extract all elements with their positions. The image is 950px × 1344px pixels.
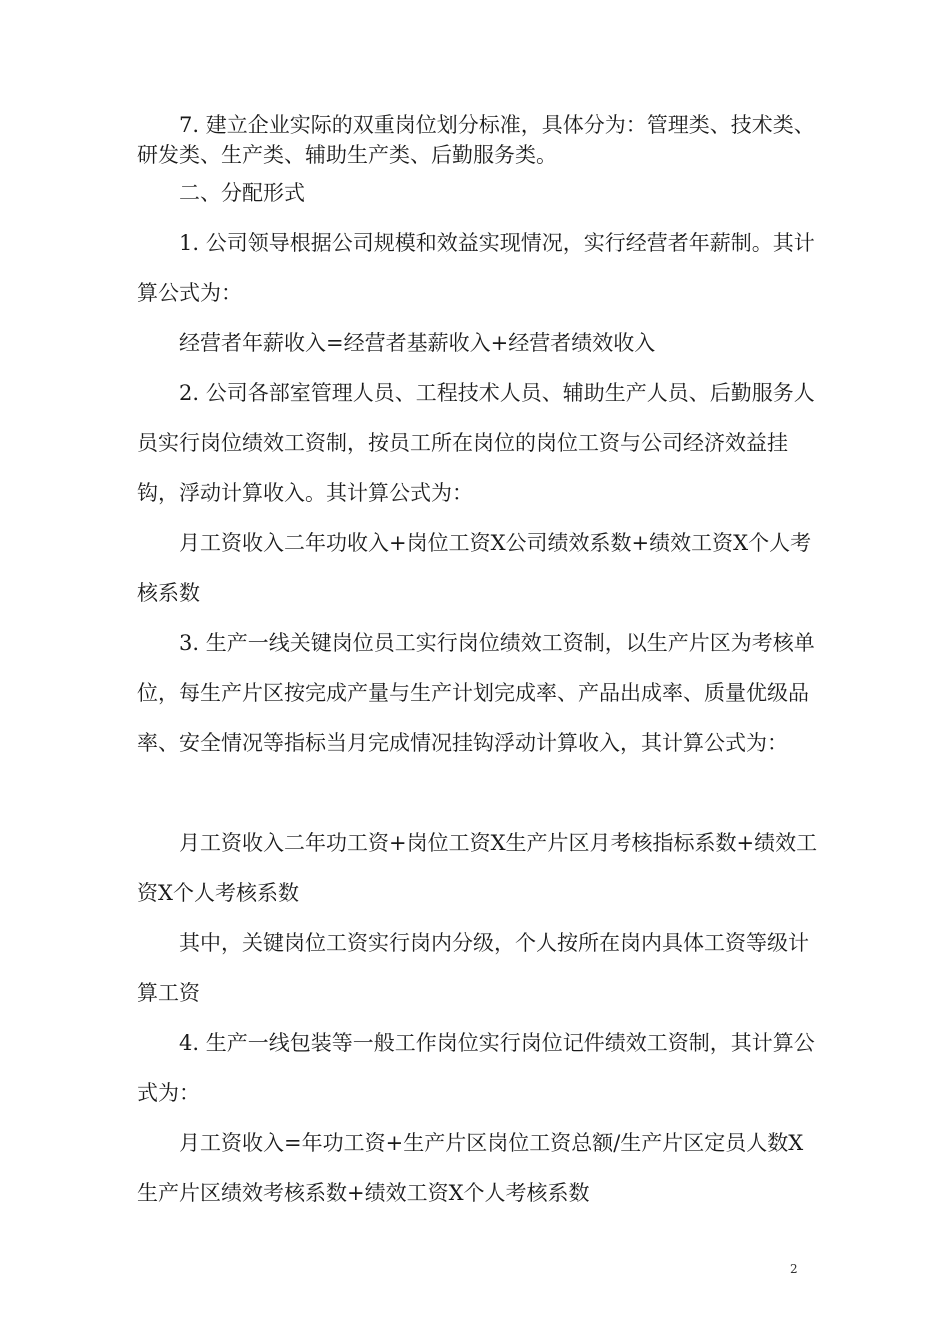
page-number: 2 <box>790 1262 798 1276</box>
formula-staff-salary: 月工资收入二年功收入+岗位工资X公司绩效系数+绩效工资X个人考核系数 <box>137 531 812 605</box>
section-heading: 二、分配形式 <box>179 181 305 205</box>
paragraph-item-1: 1. 公司领导根据公司规模和效益实现情况，实行经营者年薪制。其计算公式为： <box>137 231 815 305</box>
formula-executive-salary: 经营者年薪收入=经营者基薪收入+经营者绩效收入 <box>179 331 656 355</box>
formula-key-post-salary: 月工资收入二年功工资+岗位工资X生产片区月考核指标系数+绩效工资X个人考核系数 <box>137 831 818 905</box>
formula-piecework-salary: 月工资收入=年功工资+生产片区岗位工资总额/生产片区定员人数X生产片区绩效考核系数+绩效工资X个人考核系数 <box>137 1131 804 1205</box>
paragraph-item-2: 2. 公司各部室管理人员、工程技术人员、辅助生产人员、后勤服务人员实行岗位绩效工资制，按员工所在岗位的岗位工资与公司经济效益挂钩，浮动计算收入。其计算公式为： <box>137 381 815 505</box>
paragraph-item-3: 3. 生产一线关键岗位员工实行岗位绩效工资制，以生产片区为考核单位，每生产片区按完成产量与生产计划完成率、产品出成率、质量优级品率、安全情况等指标当月完成情况挂钩浮动计算收入，其计算公式为： <box>137 631 815 755</box>
paragraph-item-4: 4. 生产一线包装等一般工作岗位实行岗位记件绩效工资制，其计算公式为： <box>137 1031 815 1105</box>
paragraph-note: 其中，关键岗位工资实行岗内分级，个人按所在岗内具体工资等级计算工资 <box>137 931 809 1005</box>
paragraph-item-7: 7. 建立企业实际的双重岗位划分标准，具体分为：管理类、技术类、研发类、生产类、辅助生产类、后勤服务类。 <box>137 113 815 167</box>
